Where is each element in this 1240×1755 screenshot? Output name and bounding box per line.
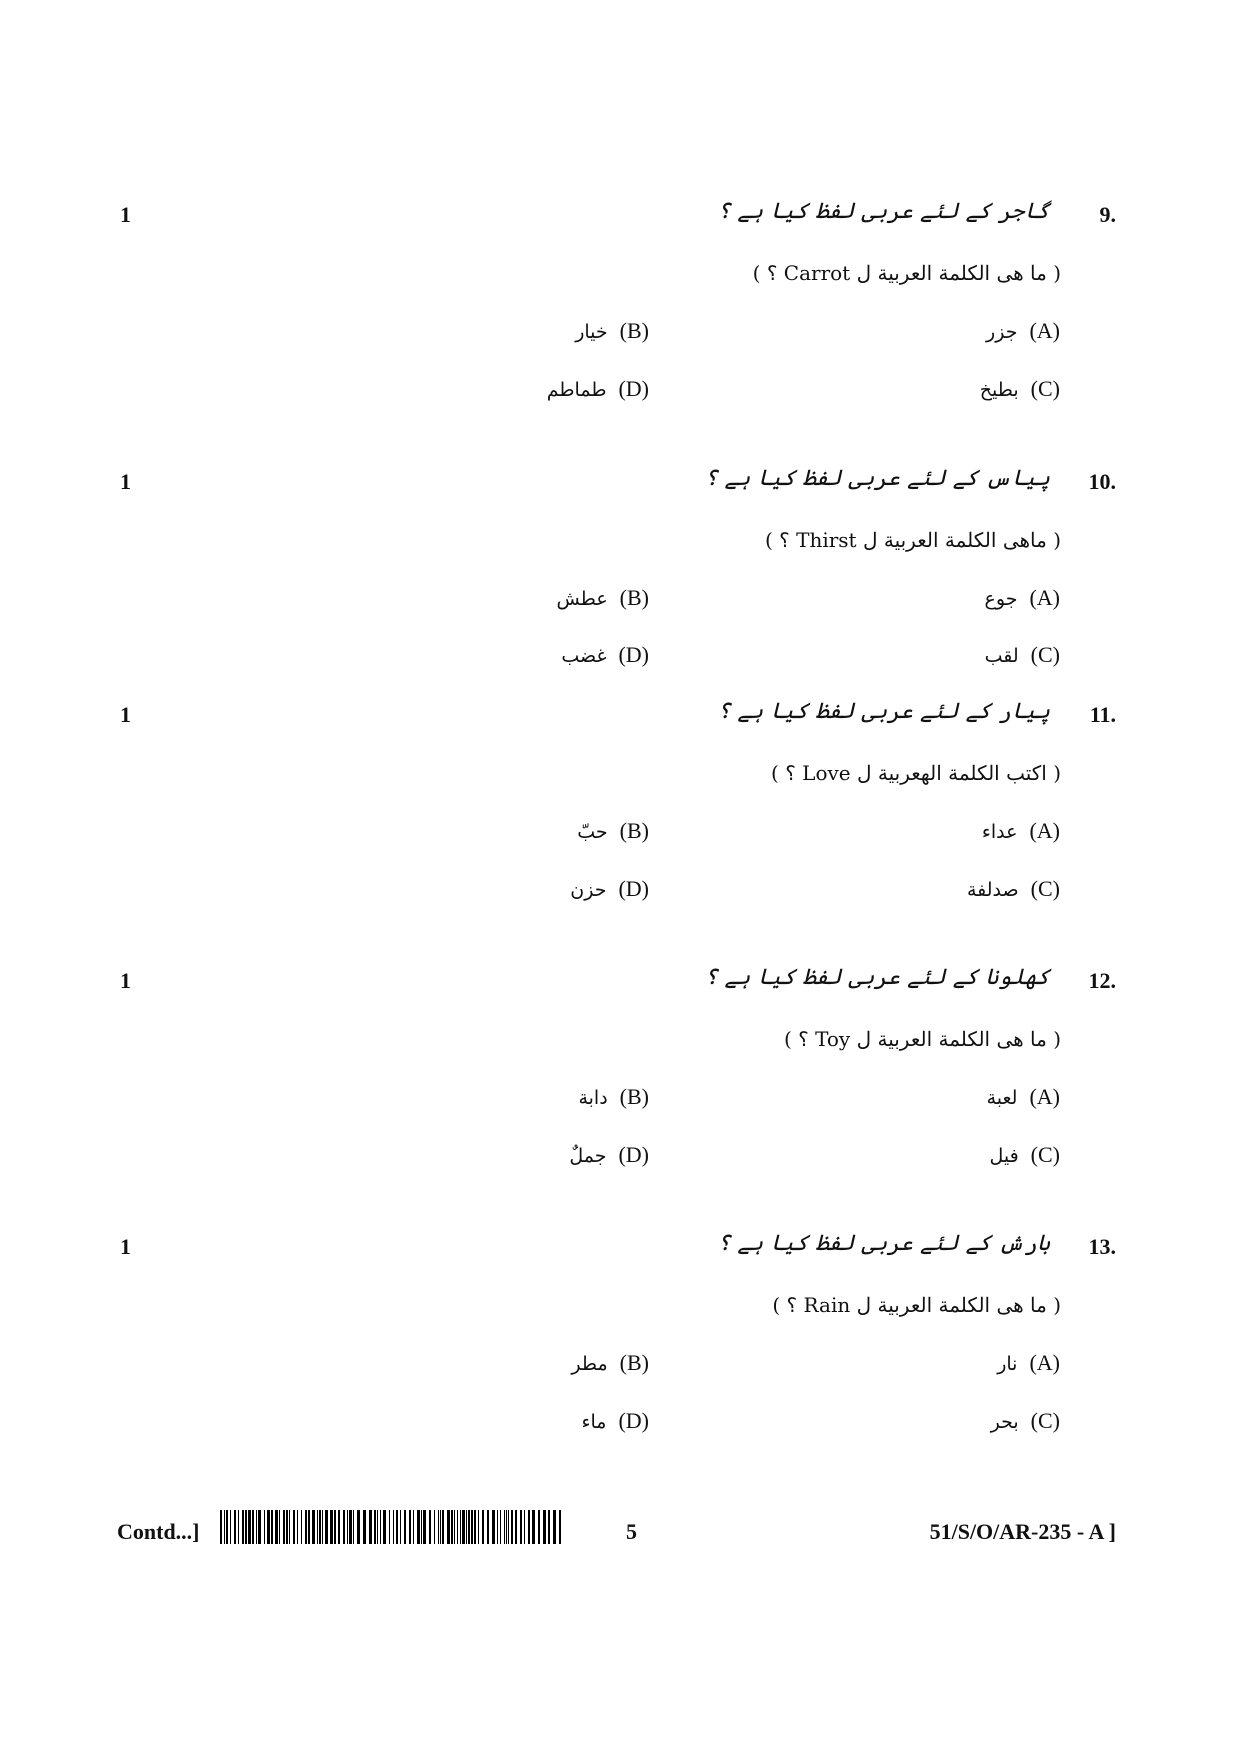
- barcode-bar: [338, 1510, 340, 1544]
- page-number: 5: [626, 1519, 637, 1544]
- q9-option-d: [547, 376, 649, 402]
- barcode-bar: [248, 1510, 251, 1544]
- barcode-bar: [438, 1510, 439, 1544]
- barcode-bar: [474, 1510, 476, 1544]
- barcode-bar: [447, 1510, 450, 1544]
- barcode-bar: [440, 1510, 441, 1544]
- barcode-bar: [330, 1510, 333, 1544]
- barcode-bar: [363, 1510, 366, 1544]
- option-label: (D): [618, 876, 649, 901]
- barcode-bar: [297, 1510, 298, 1544]
- barcode-bar: [279, 1510, 280, 1544]
- barcode-bar: [429, 1510, 431, 1544]
- barcode-bar: [543, 1510, 546, 1544]
- barcode-bar: [504, 1510, 505, 1544]
- barcode-bar: [374, 1510, 376, 1544]
- barcode-bar: [383, 1510, 386, 1544]
- q9-option-c: [980, 376, 1060, 402]
- option-text: دابة: [578, 1087, 608, 1109]
- barcode-icon: [220, 1510, 565, 1544]
- barcode-bar: [389, 1510, 390, 1544]
- barcode-bar: [413, 1510, 414, 1544]
- q10-option-a: [985, 585, 1060, 611]
- marks-q13: 1: [120, 1234, 131, 1259]
- barcode-bar: [258, 1510, 261, 1544]
- option-label: (A): [1029, 1084, 1060, 1109]
- option-label: (A): [1029, 1350, 1060, 1375]
- barcode-bar: [289, 1510, 290, 1544]
- option-label: (B): [619, 818, 649, 843]
- option-label: (B): [619, 1350, 649, 1375]
- question-9-arabic: ( ما هی الكلمة العربية ل Carrot ؟ ): [752, 261, 1061, 285]
- option-label: (D): [618, 376, 649, 401]
- option-label: (C): [1030, 876, 1060, 901]
- option-label: (C): [1030, 1408, 1060, 1433]
- question-9-urdu: گاجر کے لئے عربی لفظ کیا ہے ؟: [717, 199, 1050, 224]
- q11-option-a: [982, 818, 1060, 844]
- option-text: ماء: [581, 1411, 607, 1433]
- q11-option-b: [577, 818, 649, 844]
- q11-option-d: [570, 876, 649, 902]
- barcode-bar: [442, 1510, 444, 1544]
- question-10-arabic: ( ماهی الكلمة العربية ل Thirst ؟ ): [764, 528, 1061, 552]
- q10-option-d: [561, 642, 649, 668]
- option-text: خيار: [575, 321, 608, 343]
- option-label: (A): [1029, 318, 1060, 343]
- question-13-arabic: ( ما هی الكلمة العربية ل Rain ؟ ): [772, 1293, 1061, 1317]
- question-12-arabic: ( ما هی الكلمة العربية ل Toy ؟ ): [783, 1027, 1061, 1051]
- question-13-urdu: بارش کے لئے عربی لفظ کیا ہے ؟: [717, 1231, 1050, 1256]
- barcode-bar: [393, 1510, 394, 1544]
- q12-option-d: [569, 1142, 649, 1168]
- option-label: (C): [1030, 1142, 1060, 1167]
- barcode-bar: [508, 1510, 509, 1544]
- question-number-9: 9.: [1099, 202, 1116, 227]
- option-text: غضب: [561, 645, 607, 667]
- barcode-bar: [301, 1510, 302, 1544]
- barcode-bar: [380, 1510, 381, 1544]
- barcode-bar: [482, 1510, 484, 1544]
- option-text: بحر: [990, 1411, 1019, 1433]
- option-text: حبّ: [577, 821, 608, 843]
- question-number-10: 10.: [1088, 469, 1116, 494]
- barcode-bar: [528, 1510, 530, 1544]
- paper-code: 51/S/O/AR-235 - A ]: [929, 1519, 1116, 1544]
- option-text: نار: [997, 1353, 1018, 1375]
- barcode-bar: [308, 1510, 310, 1544]
- barcode-bar: [226, 1510, 228, 1544]
- barcode-bar: [515, 1510, 517, 1544]
- option-text: طماطم: [546, 379, 607, 401]
- option-label: (D): [618, 642, 649, 667]
- q10-option-b: [557, 585, 649, 611]
- option-text: حزن: [570, 879, 607, 901]
- barcode-bar: [468, 1510, 470, 1544]
- barcode-bar: [377, 1510, 378, 1544]
- option-text: عداء: [981, 821, 1018, 843]
- question-12-urdu: کھلونا کے لئے عربی لفظ کیا ہے ؟: [704, 965, 1050, 990]
- option-label: (B): [619, 1084, 649, 1109]
- option-text: فيل: [989, 1145, 1019, 1167]
- q12-option-b: [578, 1084, 649, 1110]
- question-11-urdu: پیار کے لئے عربی لفظ کیا ہے ؟: [717, 699, 1050, 724]
- marks-q10: 1: [120, 469, 131, 494]
- barcode-bar: [506, 1510, 507, 1544]
- barcode-bar: [317, 1510, 318, 1544]
- barcode-bar: [417, 1510, 420, 1544]
- barcode-bar: [325, 1510, 328, 1544]
- barcode-bar: [349, 1510, 352, 1544]
- barcode-bar: [471, 1510, 473, 1544]
- option-text: جوع: [984, 588, 1018, 610]
- barcode-bar: [466, 1510, 467, 1544]
- option-text: صدلفة: [966, 879, 1019, 901]
- option-label: (C): [1030, 642, 1060, 667]
- barcode-bar: [252, 1510, 254, 1544]
- barcode-bar: [312, 1510, 315, 1544]
- q12-option-c: [989, 1142, 1060, 1168]
- barcode-bar: [548, 1510, 550, 1544]
- barcode-bar: [462, 1510, 465, 1544]
- barcode-bar: [487, 1510, 489, 1544]
- option-label: (A): [1029, 818, 1060, 843]
- question-number-13: 13.: [1088, 1234, 1116, 1259]
- barcode-bar: [256, 1510, 257, 1544]
- barcode-bar: [343, 1510, 345, 1544]
- barcode-bar: [478, 1510, 479, 1544]
- barcode-bar: [434, 1510, 435, 1544]
- q9-option-b: [575, 318, 649, 344]
- barcode-bar: [497, 1510, 498, 1544]
- barcode-bar: [457, 1510, 458, 1544]
- barcode-bar: [492, 1510, 495, 1544]
- barcode-bar: [293, 1510, 295, 1544]
- barcode-bar: [286, 1510, 288, 1544]
- option-label: (B): [619, 585, 649, 610]
- barcode-bar: [230, 1510, 231, 1544]
- barcode-bar: [322, 1510, 323, 1544]
- option-text: عطش: [556, 588, 608, 610]
- q13-option-d: [582, 1408, 649, 1434]
- barcode-bar: [242, 1510, 244, 1544]
- q9-option-a: [986, 318, 1060, 344]
- option-text: لعبة: [986, 1087, 1018, 1109]
- barcode-bar: [220, 1510, 222, 1544]
- option-label: (B): [619, 318, 649, 343]
- barcode-bar: [271, 1510, 273, 1544]
- barcode-bar: [520, 1510, 522, 1544]
- barcode-bar: [404, 1510, 406, 1544]
- barcode-bar: [357, 1510, 360, 1544]
- barcode-bar: [396, 1510, 398, 1544]
- marks-q9: 1: [120, 202, 131, 227]
- barcode-bar: [238, 1510, 239, 1544]
- option-label: (D): [618, 1408, 649, 1433]
- q11-option-c: [967, 876, 1060, 902]
- marks-q12: 1: [120, 968, 131, 993]
- barcode-bar: [532, 1510, 535, 1544]
- q10-option-c: [985, 642, 1060, 668]
- barcode-bar: [460, 1510, 461, 1544]
- option-text: جزر: [986, 321, 1018, 343]
- barcode-bar: [334, 1510, 336, 1544]
- option-text: مطر: [571, 1353, 608, 1375]
- question-10-urdu: پیاس کے لئے عربی لفظ کیا ہے ؟: [704, 466, 1050, 491]
- option-text: لقب: [984, 645, 1019, 667]
- barcode-bar: [267, 1510, 270, 1544]
- barcode-bar: [400, 1510, 401, 1544]
- q13-option-c: [991, 1408, 1060, 1434]
- q12-option-a: [987, 1084, 1060, 1110]
- barcode-bar: [353, 1510, 354, 1544]
- barcode-bar: [524, 1510, 525, 1544]
- barcode-bar: [409, 1510, 411, 1544]
- barcode-bar: [369, 1510, 372, 1544]
- barcode-bar: [511, 1510, 513, 1544]
- barcode-bar: [553, 1510, 556, 1544]
- question-number-12: 12.: [1088, 968, 1116, 993]
- barcode-bar: [264, 1510, 265, 1544]
- barcode-bar: [224, 1510, 225, 1544]
- option-label: (D): [618, 1142, 649, 1167]
- barcode-bar: [275, 1510, 278, 1544]
- q13-option-b: [571, 1350, 649, 1376]
- barcode-bar: [283, 1510, 285, 1544]
- barcode-bar: [423, 1510, 426, 1544]
- barcode-bar: [538, 1510, 540, 1544]
- marks-q11: 1: [120, 702, 131, 727]
- question-11-arabic: ( اكتب الكلمة الهعربية ل Love ؟ ): [771, 761, 1061, 785]
- contd-label: Contd...]: [117, 1519, 200, 1544]
- barcode-bar: [347, 1510, 348, 1544]
- option-text: بطيخ: [979, 379, 1019, 401]
- barcode-bar: [245, 1510, 247, 1544]
- barcode-bar: [305, 1510, 307, 1544]
- barcode-bar: [559, 1510, 561, 1544]
- barcode-bar: [454, 1510, 455, 1544]
- question-number-11: 11.: [1089, 702, 1116, 727]
- option-text: جملٌ: [569, 1145, 607, 1167]
- barcode-bar: [421, 1510, 422, 1544]
- barcode-bar: [500, 1510, 501, 1544]
- q13-option-a: [997, 1350, 1060, 1376]
- barcode-bar: [451, 1510, 453, 1544]
- barcode-bar: [234, 1510, 236, 1544]
- barcode-bar: [319, 1510, 321, 1544]
- option-label: (A): [1029, 585, 1060, 610]
- option-label: (C): [1030, 376, 1060, 401]
